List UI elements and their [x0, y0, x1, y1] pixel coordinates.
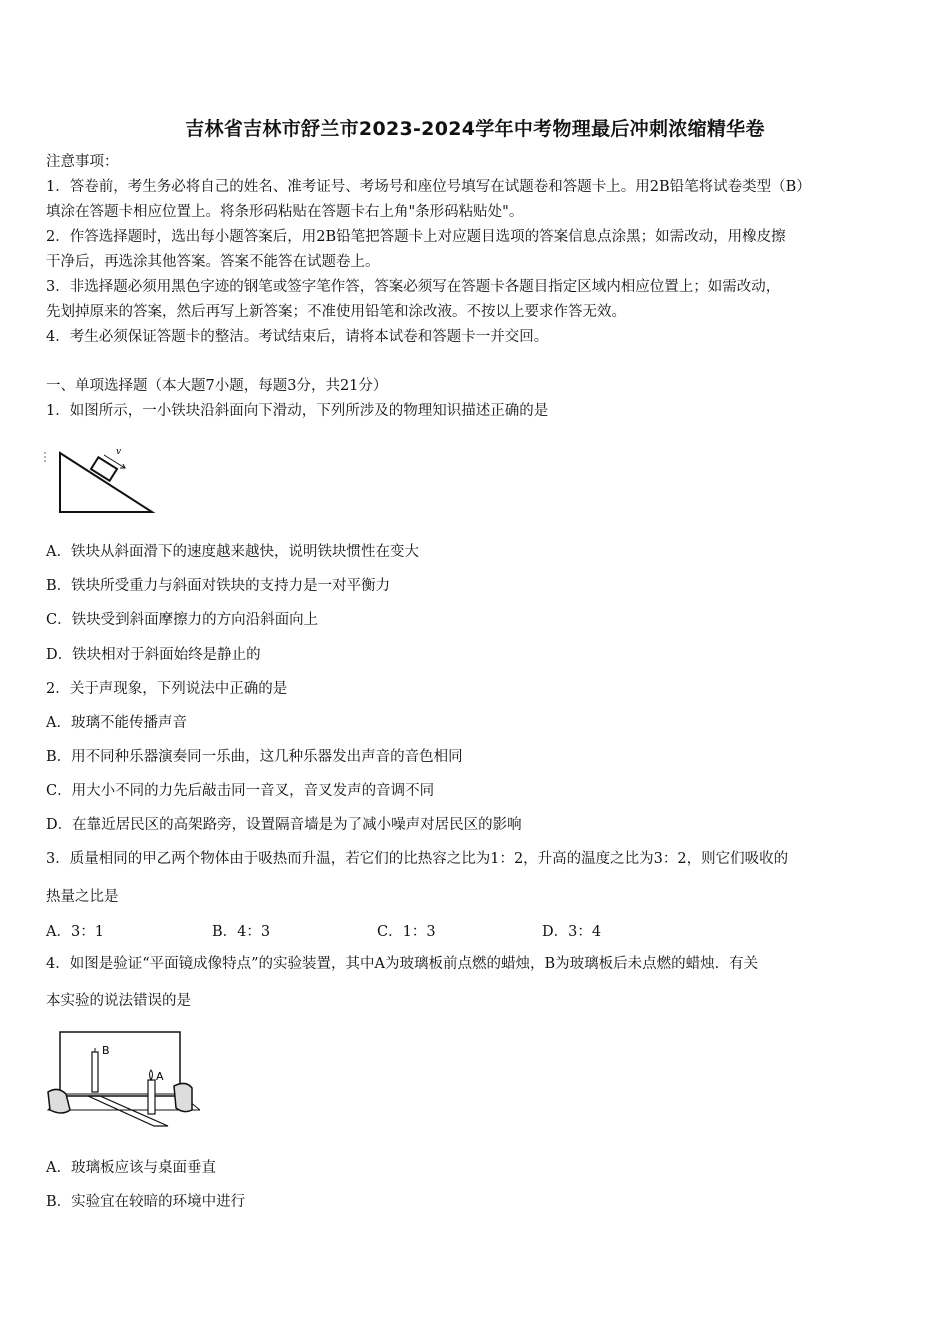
- notice-line: 先划掉原来的答案，然后再写上新答案；不准使用铅笔和涂改液。不按以上要求作答无效。: [46, 304, 626, 320]
- q2-option-c: C．用大小不同的力先后敲击同一音叉，音叉发声的音调不同: [46, 783, 435, 799]
- q1-option-c: C．铁块受到斜面摩擦力的方向沿斜面向上: [46, 612, 319, 628]
- q4-stem-line2: 本实验的说法错误的是: [46, 993, 191, 1009]
- q3-option-b: B．4：3: [212, 924, 271, 940]
- q3-option-a: A．3：1: [46, 924, 104, 940]
- q1-option-d: D．铁块相对于斜面始终是静止的: [46, 647, 261, 663]
- page-title: 吉林省吉林市舒兰市2023-2024学年中考物理最后冲刺浓缩精华卷: [185, 118, 765, 140]
- notice-line: 填涂在答题卡相应位置上。将条形码粘贴在答题卡右上角"条形码粘贴处"。: [46, 204, 524, 220]
- q3-option-c: C．1：3: [377, 924, 436, 940]
- q2-option-d: D．在靠近居民区的高架路旁，设置隔音墙是为了减小噪声对居民区的影响: [46, 817, 522, 833]
- q2-option-a: A．玻璃不能传播声音: [46, 715, 187, 731]
- q2-option-b: B．用不同种乐器演奏同一乐曲，这几种乐器发出声音的音色相同: [46, 749, 463, 765]
- q4-option-a: A．玻璃板应该与桌面垂直: [46, 1160, 216, 1176]
- notice-heading: 注意事项：: [46, 154, 119, 170]
- q1-incline-figure: [40, 440, 160, 520]
- notice-line: 干净后，再选涂其他答案。答案不能答在试题卷上。: [46, 254, 380, 270]
- notice-line: 2．作答选择题时，选出每小题答案后，用2B铅笔把答题卡上对应题目选项的答案信息点涂黑；如需改动，用橡皮擦: [46, 229, 786, 245]
- notice-line: 3．非选择题必须用黑色字迹的钢笔或签字笔作答，答案必须写在答题卡各题目指定区域内相应位置上；如需改动，: [46, 279, 781, 295]
- q3-stem-line2: 热量之比是: [46, 889, 119, 905]
- q1-option-b: B．铁块所受重力与斜面对铁块的支持力是一对平衡力: [46, 578, 391, 594]
- q2-stem: 2．关于声现象，下列说法中正确的是: [46, 681, 288, 697]
- q1-figure-label: v: [116, 447, 122, 457]
- q4-figure-label-a: A: [156, 1070, 164, 1083]
- q4-figure-label-b: B: [102, 1044, 110, 1057]
- q3-stem-line1: 3．质量相同的甲乙两个物体由于吸热而升温，若它们的比热容之比为1：2，升高的温度之比为3：2，则它们吸收的: [46, 851, 789, 867]
- section-heading: 一、单项选择题（本大题7小题，每题3分，共21分）: [46, 378, 388, 394]
- q4-mirror-experiment-figure: [40, 1024, 200, 1132]
- q4-option-b: B．实验宜在较暗的环境中进行: [46, 1194, 246, 1210]
- q1-stem: 1．如图所示，一小铁块沿斜面向下滑动，下列所涉及的物理知识描述正确的是: [46, 403, 549, 419]
- notice-line: 4．考生必须保证答题卡的整洁。考试结束后，请将本试卷和答题卡一并交回。: [46, 329, 549, 345]
- q3-option-d: D．3：4: [542, 924, 602, 940]
- notice-line: 1．答卷前，考生务必将自己的姓名、准考证号、考场号和座位号填写在试题卷和答题卡上。用2B铅笔将试卷类型（B）: [46, 179, 811, 195]
- q4-stem-line1: 4．如图是验证“平面镜成像特点”的实验装置，其中A为玻璃板前点燃的蜡烛，B为玻璃板后未点燃的蜡烛．有关: [46, 956, 759, 972]
- q1-option-a: A．铁块从斜面滑下的速度越来越快，说明铁块惯性在变大: [46, 544, 419, 560]
